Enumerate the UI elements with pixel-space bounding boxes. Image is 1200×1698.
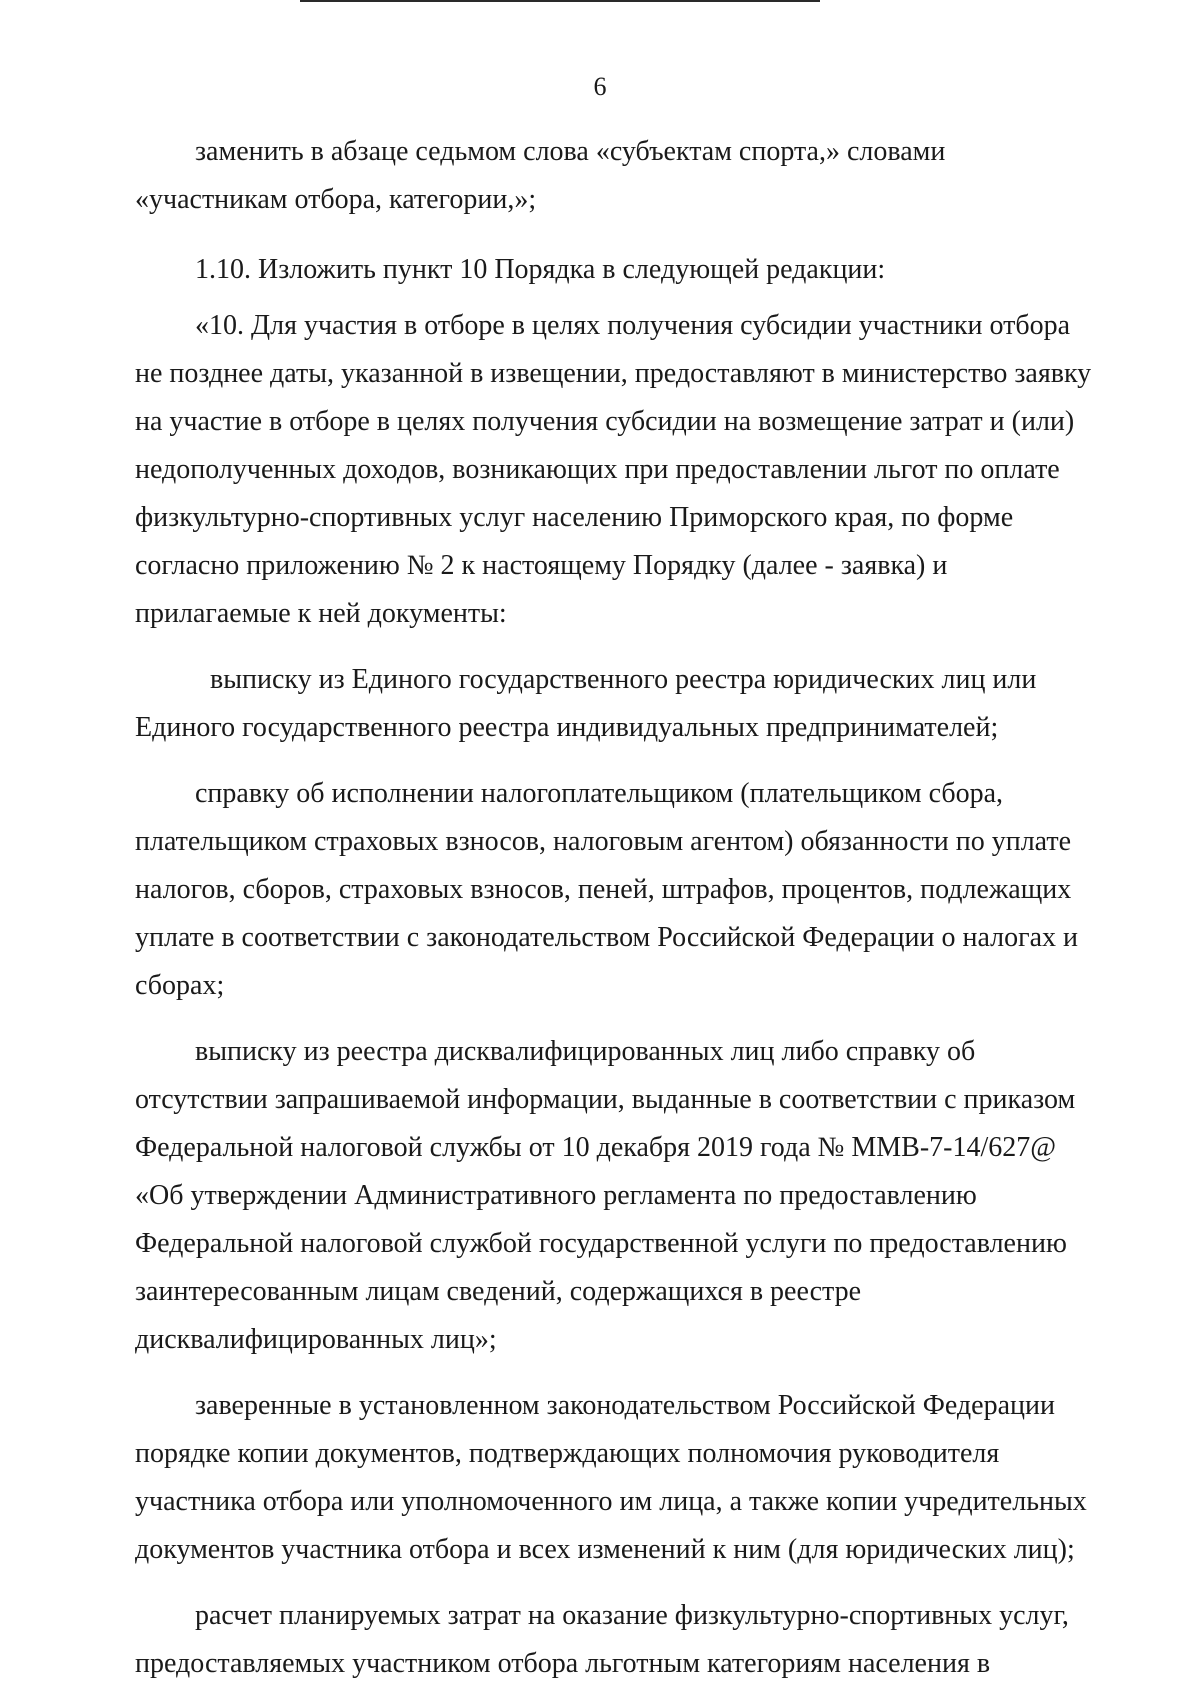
paragraph-certified-copies xyxy=(135,1382,1120,1574)
text-line: плательщиком страховых взносов, налоговым агентом) обязанности по уплате xyxy=(135,826,1072,857)
text-line: заменить в абзаце седьмом слова «субъектам спорта,» словами xyxy=(195,136,946,167)
text-line: Федеральной налоговой службы от 10 декабря 2019 года № ММВ-7-14/627@ xyxy=(135,1132,1057,1163)
text-line: уплате в соответствии с законодательством Российской Федерации о налогах и xyxy=(135,922,1079,953)
text-line: согласно приложению № 2 к настоящему Порядку (далее - заявка) и xyxy=(135,550,948,581)
text-line: на участие в отборе в целях получения субсидии на возмещение затрат и (или) xyxy=(135,406,1075,437)
text-line: документов участника отбора и всех изменений к ним (для юридических лиц); xyxy=(135,1534,1075,1565)
top-rule xyxy=(300,0,820,2)
text-line: расчет планируемых затрат на оказание физкультурно-спортивных услуг, xyxy=(195,1600,1069,1631)
paragraph-egrul-extract xyxy=(135,656,1120,752)
text-line: заверенные в установленном законодательством Российской Федерации xyxy=(195,1390,1055,1421)
text-line: выписку из Единого государственного реестра юридических лиц или xyxy=(210,664,1037,695)
text-line: участника отбора или уполномоченного им лица, а также копии учредительных xyxy=(135,1486,1087,1517)
text-line: выписку из реестра дисквалифицированных лиц либо справку об xyxy=(195,1036,976,1067)
paragraph-item-1-10 xyxy=(135,246,1120,294)
text-line: сборах; xyxy=(135,970,225,1001)
paragraph-cost-calculation xyxy=(135,1592,1120,1688)
text-line: Федеральной налоговой службой государственной услуги по предоставлению xyxy=(135,1228,1067,1259)
text-line: «участникам отбора, категории,»; xyxy=(135,184,537,215)
text-line: «10. Для участия в отборе в целях получения субсидии участники отбора xyxy=(195,310,1071,341)
text-line: Единого государственного реестра индивидуальных предпринимателей; xyxy=(135,712,999,743)
text-line: отсутствии запрашиваемой информации, выданные в соответствии с приказом xyxy=(135,1084,1076,1115)
paragraph-disqualified-registry xyxy=(135,1028,1120,1364)
text-line: не позднее даты, указанной в извещении, предоставляют в министерство заявку xyxy=(135,358,1092,389)
text-line: порядке копии документов, подтверждающих полномочия руководителя xyxy=(135,1438,1000,1469)
text-line: физкультурно-спортивных услуг населению Приморского края, по форме xyxy=(135,502,1014,533)
paragraph-tax-certificate xyxy=(135,770,1120,1010)
document-body xyxy=(135,128,1120,1688)
paragraph-point-10 xyxy=(135,302,1120,638)
text-line: 1.10. Изложить пункт 10 Порядка в следующей редакции: xyxy=(195,254,886,285)
page-number: 6 xyxy=(593,72,607,101)
text-line: недополученных доходов, возникающих при предоставлении льгот по оплате xyxy=(135,454,1060,485)
text-line: дисквалифицированных лиц»; xyxy=(135,1324,497,1355)
text-line: заинтересованным лицам сведений, содержащихся в реестре xyxy=(135,1276,862,1307)
text-line: «Об утверждении Административного регламента по предоставлению xyxy=(135,1180,977,1211)
text-line: прилагаемые к ней документы: xyxy=(135,598,507,629)
paragraph-replace-words xyxy=(135,128,1120,224)
text-line: налогов, сборов, страховых взносов, пеней, штрафов, процентов, подлежащих xyxy=(135,874,1072,905)
text-line: справку об исполнении налогоплательщиком (плательщиком сбора, xyxy=(195,778,1004,809)
text-line: предоставляемых участником отбора льготным категориям населения в xyxy=(135,1648,991,1679)
